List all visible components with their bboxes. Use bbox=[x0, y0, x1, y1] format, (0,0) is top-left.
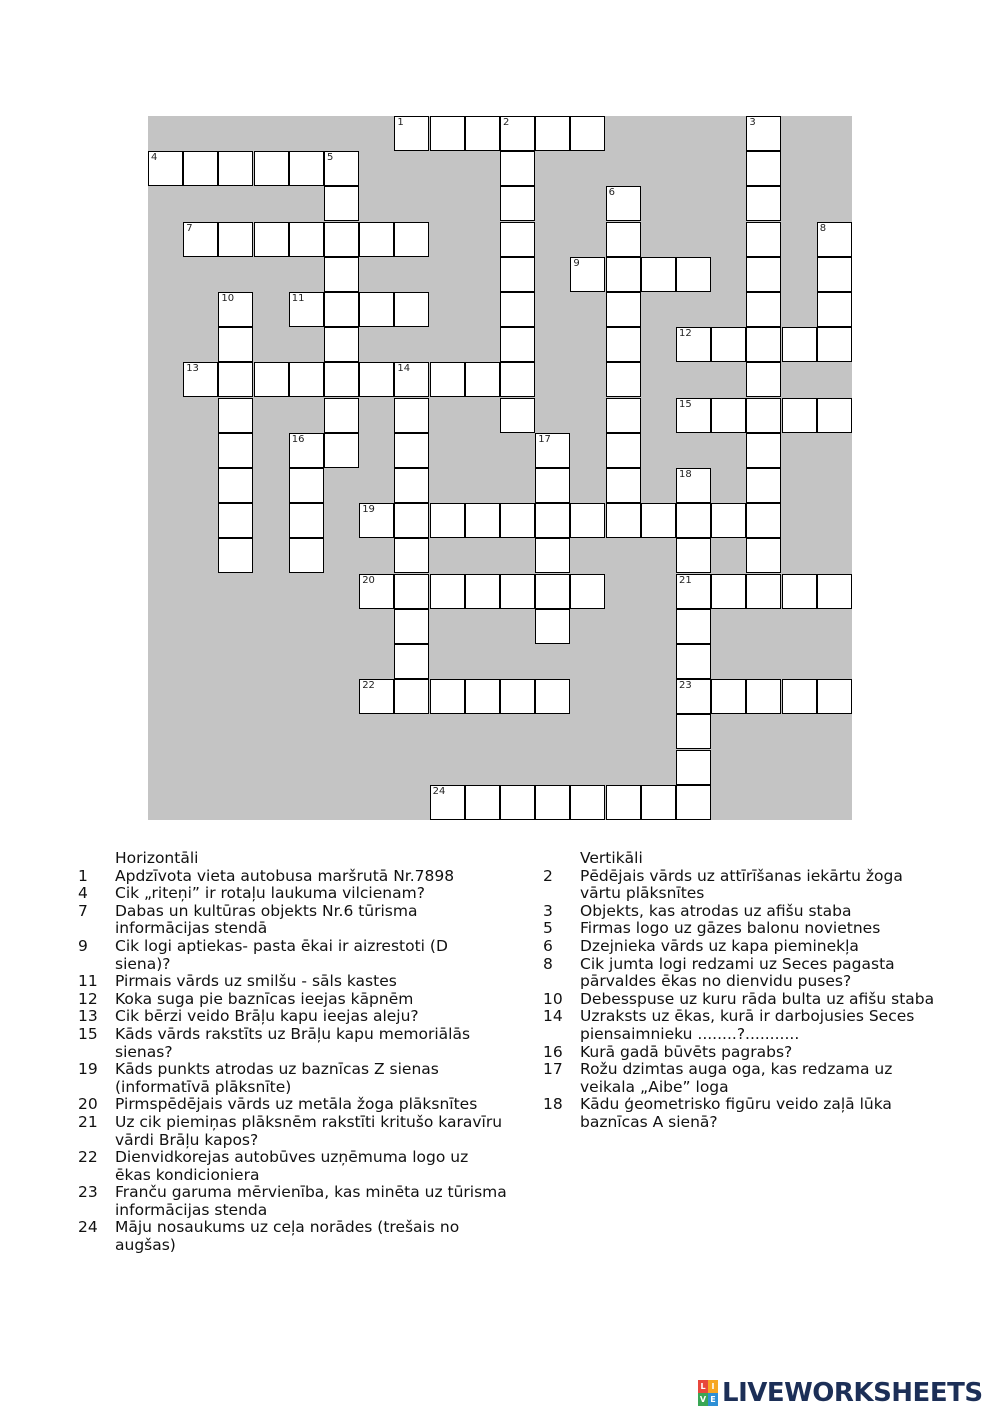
crossword-cell[interactable] bbox=[606, 257, 641, 292]
crossword-cell[interactable] bbox=[746, 116, 781, 151]
crossword-cell[interactable] bbox=[500, 257, 535, 292]
clue-item-text: Firmas logo uz gāzes balonu novietnes bbox=[580, 919, 881, 938]
crossword-cell[interactable] bbox=[570, 503, 605, 538]
clue-number: 17 bbox=[538, 433, 551, 445]
clue-item bbox=[78, 973, 508, 991]
crossword-cell[interactable] bbox=[535, 503, 570, 538]
crossword-cell[interactable] bbox=[676, 327, 711, 362]
crossword-cell[interactable] bbox=[394, 398, 429, 433]
clue-item bbox=[78, 1096, 508, 1114]
crossword-cell[interactable] bbox=[148, 151, 183, 186]
clue-item-text: Kāds punkts atrodas uz baznīcas Z sienas (informatīvā plāksnīte) bbox=[115, 1060, 439, 1096]
crossword-cell[interactable] bbox=[746, 362, 781, 397]
crossword-cell[interactable] bbox=[500, 362, 535, 397]
crossword-cell[interactable] bbox=[394, 503, 429, 538]
clue-item-text: Franču garuma mērvienība, kas minēta uz tūrisma informācijas stenda bbox=[115, 1183, 507, 1219]
clue-item bbox=[543, 1044, 943, 1062]
clue-item-text: Cik logi aptiekas- pasta ēkai ir aizrestoti (D siena)? bbox=[115, 936, 448, 973]
clue-item-number: 9 bbox=[78, 936, 88, 955]
crossword-cell[interactable] bbox=[817, 679, 852, 714]
clue-number: 20 bbox=[362, 574, 375, 586]
crossword-cell[interactable] bbox=[394, 292, 429, 327]
clue-number: 19 bbox=[362, 504, 375, 516]
clue-number: 11 bbox=[291, 293, 305, 304]
crossword-cell[interactable] bbox=[324, 222, 359, 257]
clue-item-text: Dienvidkorejas autobūves uzņēmuma logo uz ēkas kondicioniera bbox=[115, 1148, 469, 1184]
clue-item bbox=[78, 1026, 508, 1061]
crossword-cell[interactable] bbox=[289, 222, 324, 257]
crossword-cell[interactable] bbox=[394, 433, 429, 468]
crossword-cell[interactable] bbox=[500, 186, 535, 221]
clue-number: 3 bbox=[749, 117, 756, 128]
clue-number: 23 bbox=[679, 680, 692, 692]
crossword-cell[interactable] bbox=[606, 292, 641, 327]
crossword-cell[interactable] bbox=[817, 398, 852, 433]
clue-item-number: 21 bbox=[78, 1112, 98, 1131]
crossword-cell[interactable] bbox=[711, 574, 746, 609]
clue-item-number: 24 bbox=[78, 1218, 98, 1237]
crossword-cell[interactable] bbox=[746, 433, 781, 468]
clue-item bbox=[78, 1008, 508, 1026]
clue-item-text: Pirmais vārds uz smilšu - sāls kastes bbox=[115, 972, 397, 991]
crossword-cell[interactable] bbox=[535, 116, 570, 151]
clue-item bbox=[543, 903, 943, 921]
crossword-cell[interactable] bbox=[465, 116, 500, 151]
crossword-cell[interactable] bbox=[218, 468, 253, 503]
crossword-cell[interactable] bbox=[359, 362, 394, 397]
logo-letter-v: V bbox=[699, 1395, 707, 1404]
crossword-cell[interactable] bbox=[359, 503, 394, 538]
logo-letter-e: E bbox=[708, 1393, 718, 1406]
clue-item bbox=[78, 938, 508, 973]
crossword-cell[interactable] bbox=[606, 362, 641, 397]
crossword-cell[interactable] bbox=[394, 679, 429, 714]
clue-number: 12 bbox=[679, 328, 692, 340]
crossword-cell[interactable] bbox=[500, 679, 535, 714]
crossword-cell[interactable] bbox=[676, 679, 711, 714]
crossword-cell[interactable] bbox=[254, 222, 289, 257]
crossword-cell[interactable] bbox=[359, 222, 394, 257]
down-clue-list bbox=[543, 868, 943, 1132]
clue-item bbox=[543, 938, 943, 956]
crossword-cell[interactable] bbox=[746, 151, 781, 186]
crossword-cell[interactable] bbox=[606, 222, 641, 257]
clue-item-number: 4 bbox=[78, 884, 88, 903]
clue-number: 10 bbox=[221, 293, 235, 304]
crossword-cell[interactable] bbox=[500, 292, 535, 327]
clue-item bbox=[78, 1184, 508, 1219]
crossword-cell[interactable] bbox=[570, 785, 605, 820]
clue-number: 2 bbox=[503, 117, 510, 128]
clue-item-text: Cik bērzi veido Brāļu kapu ieejas aleju? bbox=[115, 1007, 419, 1026]
logo-letter-i: I bbox=[708, 1380, 718, 1393]
across-clue-list bbox=[78, 868, 508, 1255]
clue-item-text: Uz cik piemiņas plāksnēm rakstīti kritušo karavīru vārdi Brāļu kapos? bbox=[115, 1112, 503, 1149]
clue-item bbox=[78, 991, 508, 1009]
crossword-cell[interactable] bbox=[359, 679, 394, 714]
logo-letter-l: L bbox=[698, 1380, 708, 1393]
crossword-cell[interactable] bbox=[218, 292, 253, 327]
clue-item-number: 19 bbox=[78, 1060, 98, 1079]
crossword-cell[interactable] bbox=[289, 433, 324, 468]
crossword-cell[interactable] bbox=[359, 574, 394, 609]
clue-item-number: 13 bbox=[78, 1007, 98, 1026]
clue-item-text: Dabas un kultūras objekts Nr.6 tūrisma informācijas stendā bbox=[115, 901, 418, 938]
clue-number: 18 bbox=[679, 469, 692, 480]
clue-number: 8 bbox=[819, 222, 827, 234]
clue-item-number: 11 bbox=[78, 972, 98, 991]
crossword-cell[interactable] bbox=[465, 574, 500, 609]
clue-item-text: Apdzīvota vieta autobusa maršrutā Nr.7898 bbox=[115, 866, 455, 885]
crossword-cell[interactable] bbox=[394, 222, 429, 257]
crossword-cell[interactable] bbox=[500, 327, 535, 362]
crossword-cell[interactable] bbox=[218, 398, 253, 433]
crossword-cell[interactable] bbox=[641, 503, 676, 538]
across-clues bbox=[78, 850, 508, 1255]
crossword-cell[interactable] bbox=[500, 222, 535, 257]
crossword-cell[interactable] bbox=[606, 468, 641, 503]
crossword-cell[interactable] bbox=[359, 292, 394, 327]
crossword-cell[interactable] bbox=[324, 257, 359, 292]
crossword-cell[interactable] bbox=[535, 785, 570, 820]
crossword-cell[interactable] bbox=[394, 609, 429, 644]
crossword-cell[interactable] bbox=[535, 433, 570, 468]
crossword-cell[interactable] bbox=[289, 151, 324, 186]
crossword-cell[interactable] bbox=[394, 538, 429, 573]
crossword-cell[interactable] bbox=[606, 503, 641, 538]
crossword-cell[interactable] bbox=[817, 222, 852, 257]
crossword-cell[interactable] bbox=[289, 503, 324, 538]
clue-item bbox=[78, 1219, 508, 1254]
crossword-cell[interactable] bbox=[535, 679, 570, 714]
clue-item-text: Koka suga pie baznīcas ieejas kāpnēm bbox=[115, 989, 414, 1008]
down-heading: Vertikāli bbox=[580, 849, 643, 867]
crossword-cell[interactable] bbox=[676, 644, 711, 679]
clue-item-number: 3 bbox=[543, 901, 553, 920]
crossword-cell[interactable] bbox=[746, 574, 781, 609]
crossword-cell[interactable] bbox=[711, 503, 746, 538]
crossword-cell[interactable] bbox=[218, 222, 253, 257]
crossword-cell[interactable] bbox=[746, 398, 781, 433]
clue-number: 6 bbox=[608, 187, 615, 199]
liveworksheets-wordmark: LIVEWORKSHEETS bbox=[722, 1378, 983, 1408]
clue-number: 9 bbox=[573, 257, 580, 269]
crossword-cell[interactable] bbox=[500, 574, 535, 609]
crossword-cell[interactable] bbox=[570, 257, 605, 292]
clue-item bbox=[543, 868, 943, 903]
crossword-cell[interactable] bbox=[324, 398, 359, 433]
crossword-cell[interactable] bbox=[500, 151, 535, 186]
clue-item-text: Cik jumta logi redzami uz Seces pagasta pārvaldes ēkas no dienvidu puses? bbox=[580, 954, 895, 991]
clue-number: 1 bbox=[397, 117, 404, 128]
crossword-cell[interactable] bbox=[430, 116, 465, 151]
crossword-cell[interactable] bbox=[711, 398, 746, 433]
clue-item-number: 22 bbox=[78, 1148, 98, 1167]
clue-item-text: Objekts, kas atrodas uz afišu staba bbox=[580, 901, 852, 920]
crossword-cell[interactable] bbox=[183, 362, 218, 397]
clue-number: 24 bbox=[432, 785, 446, 797]
clue-item bbox=[543, 1008, 943, 1043]
crossword-cell[interactable] bbox=[535, 538, 570, 573]
crossword-cell[interactable] bbox=[606, 398, 641, 433]
crossword-cell[interactable] bbox=[782, 398, 817, 433]
crossword-cell[interactable] bbox=[817, 292, 852, 327]
clue-item-number: 1 bbox=[78, 866, 88, 885]
crossword-cell[interactable] bbox=[570, 116, 605, 151]
crossword-cell[interactable] bbox=[746, 222, 781, 257]
clue-number: 22 bbox=[362, 680, 375, 692]
clue-item-text: Uzraksts uz ēkas, kurā ir darbojusies Seces piensaimnieku ........?........... bbox=[580, 1007, 915, 1043]
crossword-cell[interactable] bbox=[676, 468, 711, 503]
crossword-cell[interactable] bbox=[500, 398, 535, 433]
crossword-cell[interactable] bbox=[535, 574, 570, 609]
clue-item bbox=[543, 991, 943, 1009]
crossword-cell[interactable] bbox=[324, 327, 359, 362]
crossword-cell[interactable] bbox=[218, 151, 253, 186]
crossword-cell[interactable] bbox=[782, 327, 817, 362]
crossword-cell[interactable] bbox=[746, 292, 781, 327]
clue-item bbox=[543, 956, 943, 991]
clue-number: 7 bbox=[186, 222, 193, 234]
crossword-cell[interactable] bbox=[535, 609, 570, 644]
crossword-cell[interactable] bbox=[676, 750, 711, 785]
crossword-cell[interactable] bbox=[676, 538, 711, 573]
crossword-cell[interactable] bbox=[746, 679, 781, 714]
crossword-cell[interactable] bbox=[218, 503, 253, 538]
clue-number: 14 bbox=[397, 363, 411, 375]
crossword-cell[interactable] bbox=[676, 714, 711, 749]
crossword-cell[interactable] bbox=[817, 574, 852, 609]
crossword-cell[interactable] bbox=[676, 785, 711, 820]
crossword-cell[interactable] bbox=[218, 433, 253, 468]
clue-item-number: 7 bbox=[78, 901, 88, 920]
clue-item-number: 8 bbox=[543, 954, 553, 973]
crossword-cell[interactable] bbox=[500, 503, 535, 538]
crossword-cell[interactable] bbox=[218, 327, 253, 362]
crossword-cell[interactable] bbox=[289, 468, 324, 503]
crossword-cell[interactable] bbox=[746, 503, 781, 538]
clue-item-number: 12 bbox=[78, 989, 98, 1008]
crossword-cell[interactable] bbox=[676, 574, 711, 609]
crossword-cell[interactable] bbox=[465, 679, 500, 714]
crossword-cell[interactable] bbox=[606, 186, 641, 221]
crossword-cell[interactable] bbox=[500, 785, 535, 820]
clue-item-text: Kāds vārds rakstīts uz Brāļu kapu memoriālās sienas? bbox=[115, 1024, 471, 1061]
crossword-cell[interactable] bbox=[465, 503, 500, 538]
clue-item-text: Māju nosaukums uz ceļa norādes (trešais no augšas) bbox=[115, 1218, 460, 1255]
clue-item-number: 20 bbox=[78, 1095, 98, 1114]
clue-item-text: Rožu dzimtas auga oga, kas redzama uz veikala „Aibe” loga bbox=[580, 1060, 893, 1096]
crossword-cell[interactable] bbox=[711, 327, 746, 362]
crossword-cell[interactable] bbox=[254, 362, 289, 397]
crossword-cell[interactable] bbox=[254, 151, 289, 186]
clue-item bbox=[78, 1061, 508, 1096]
clue-item bbox=[78, 868, 508, 886]
crossword-cell[interactable] bbox=[289, 362, 324, 397]
liveworksheets-logo-icon bbox=[698, 1380, 718, 1406]
clue-item-number: 18 bbox=[543, 1095, 563, 1114]
crossword-cell[interactable] bbox=[324, 433, 359, 468]
crossword-cell[interactable] bbox=[289, 292, 324, 327]
crossword-cell[interactable] bbox=[606, 433, 641, 468]
crossword-cell[interactable] bbox=[676, 257, 711, 292]
clue-item bbox=[78, 885, 508, 903]
crossword-cell[interactable] bbox=[746, 186, 781, 221]
clue-item-number: 17 bbox=[543, 1060, 563, 1079]
across-heading: Horizontāli bbox=[115, 849, 199, 867]
crossword-cell[interactable] bbox=[394, 644, 429, 679]
crossword-cell[interactable] bbox=[676, 398, 711, 433]
crossword-cell[interactable] bbox=[782, 574, 817, 609]
clue-item-text: Dzejnieka vārds uz kapa pieminekļa bbox=[580, 936, 859, 955]
clue-item-number: 5 bbox=[543, 919, 553, 938]
crossword-cell[interactable] bbox=[641, 785, 676, 820]
clue-item bbox=[78, 1114, 508, 1149]
crossword-cell[interactable] bbox=[324, 151, 359, 186]
clue-item-number: 23 bbox=[78, 1183, 98, 1202]
crossword-cell[interactable] bbox=[430, 679, 465, 714]
crossword-cell[interactable] bbox=[289, 538, 324, 573]
clue-item-text: Pirmspēdējais vārds uz metāla žoga plāksnītes bbox=[115, 1095, 478, 1114]
crossword-cell[interactable] bbox=[535, 468, 570, 503]
clue-item bbox=[543, 920, 943, 938]
crossword-cell[interactable] bbox=[183, 222, 218, 257]
clue-item bbox=[78, 903, 508, 938]
crossword-cell[interactable] bbox=[430, 574, 465, 609]
clue-item-number: 2 bbox=[543, 866, 553, 885]
clue-item-number: 16 bbox=[543, 1042, 563, 1061]
crossword-cell[interactable] bbox=[394, 574, 429, 609]
crossword-cell[interactable] bbox=[394, 468, 429, 503]
clue-item bbox=[78, 1149, 508, 1184]
clue-item-text: Kurā gadā būvēts pagrabs? bbox=[580, 1042, 793, 1061]
clue-item-text: Cik „riteņi” ir rotaļu laukuma vilcienam? bbox=[115, 884, 425, 903]
crossword-cell[interactable] bbox=[711, 679, 746, 714]
crossword-cell[interactable] bbox=[218, 362, 253, 397]
clue-number: 5 bbox=[327, 152, 334, 164]
crossword-cell[interactable] bbox=[641, 257, 676, 292]
crossword-cell[interactable] bbox=[465, 785, 500, 820]
clue-number: 16 bbox=[291, 433, 305, 445]
clue-number: 13 bbox=[186, 363, 199, 375]
clue-item-text: Debesspuse uz kuru rāda bulta uz afišu staba bbox=[580, 989, 935, 1008]
clue-number: 21 bbox=[679, 574, 692, 586]
crossword-cell[interactable] bbox=[746, 327, 781, 362]
crossword-cell[interactable] bbox=[817, 257, 852, 292]
clue-item bbox=[543, 1061, 943, 1096]
clue-number: 4 bbox=[151, 152, 158, 164]
crossword-cell[interactable] bbox=[465, 362, 500, 397]
crossword-cell[interactable] bbox=[218, 538, 253, 573]
crossword-cell[interactable] bbox=[394, 362, 429, 397]
liveworksheets-logo[interactable] bbox=[698, 1376, 983, 1410]
crossword-cell[interactable] bbox=[324, 362, 359, 397]
crossword-cell[interactable] bbox=[676, 609, 711, 644]
crossword-cell[interactable] bbox=[606, 785, 641, 820]
crossword-cell[interactable] bbox=[430, 362, 465, 397]
clue-item-text: Kādu ģeometrisko figūru veido zaļā lūka baznīcas A sienā? bbox=[580, 1095, 892, 1131]
crossword-cell[interactable] bbox=[746, 257, 781, 292]
crossword-cell[interactable] bbox=[394, 116, 429, 151]
down-clues bbox=[543, 850, 943, 1132]
crossword-cell[interactable] bbox=[324, 292, 359, 327]
crossword-cell[interactable] bbox=[606, 327, 641, 362]
crossword-cell[interactable] bbox=[430, 503, 465, 538]
crossword-cell[interactable] bbox=[500, 116, 535, 151]
clue-item-number: 10 bbox=[543, 989, 563, 1008]
crossword-cell[interactable] bbox=[746, 468, 781, 503]
crossword-cell[interactable] bbox=[746, 538, 781, 573]
crossword-cell[interactable] bbox=[817, 327, 852, 362]
crossword-cell[interactable] bbox=[430, 785, 465, 820]
crossword-cell[interactable] bbox=[570, 574, 605, 609]
clue-item bbox=[543, 1096, 943, 1131]
clue-number: 15 bbox=[679, 398, 692, 410]
crossword-cell[interactable] bbox=[324, 186, 359, 221]
clue-item-number: 6 bbox=[543, 936, 553, 955]
clue-item-number: 14 bbox=[543, 1007, 563, 1026]
crossword-cell[interactable] bbox=[782, 679, 817, 714]
crossword-cell[interactable] bbox=[183, 151, 218, 186]
clue-item-text: Pēdējais vārds uz attīrīšanas iekārtu žoga vārtu plāksnītes bbox=[580, 866, 903, 903]
clue-item-number: 15 bbox=[78, 1024, 98, 1043]
crossword-cell[interactable] bbox=[676, 503, 711, 538]
